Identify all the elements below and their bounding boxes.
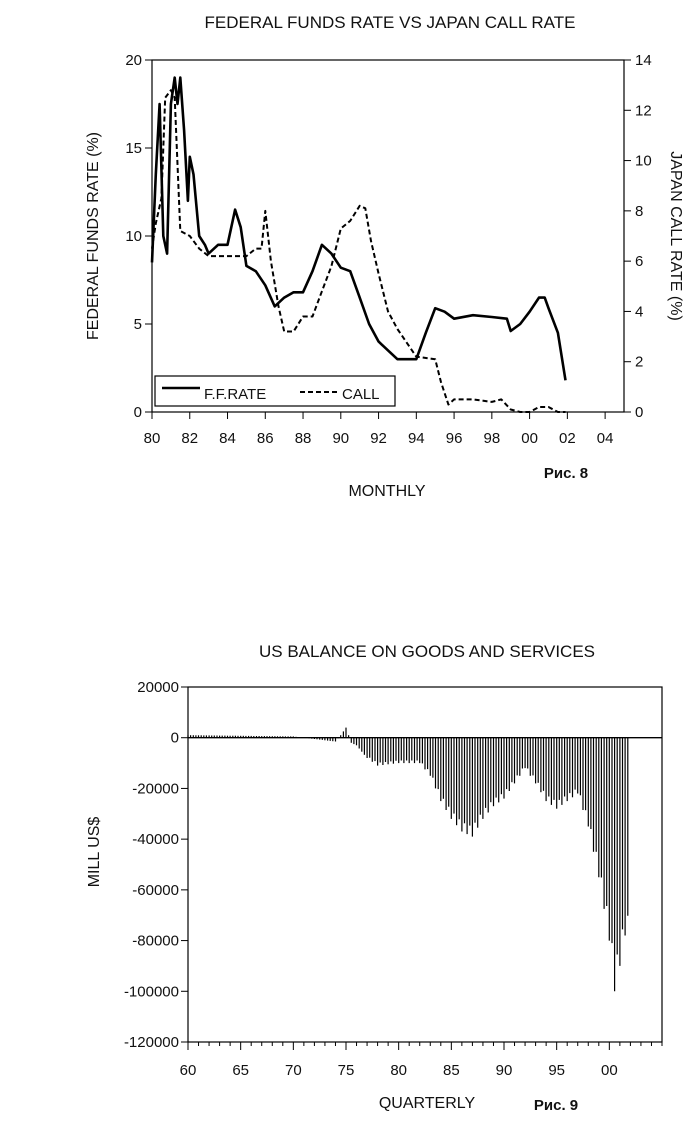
fed-funds-vs-call-chart: [85, 13, 684, 500]
chart2-x-axis-label: QUARTERLY: [378, 1095, 476, 1112]
us-balance-chart: [86, 642, 662, 1114]
chart2-y-tick-label: 20000: [137, 679, 179, 696]
chart2-x-tick-label: 60: [179, 1062, 197, 1079]
chart1-y-tick-label: 15: [125, 140, 142, 157]
chart1-legend: [155, 376, 395, 406]
chart1-x-tick-label: 92: [370, 430, 387, 447]
chart2-y-tick-label: -60000: [132, 881, 179, 899]
chart1-y-tick-label: 10: [125, 228, 142, 245]
chart1-x-tick-label: 80: [143, 430, 161, 447]
legend-label-ff-rate: F.F.RATE: [204, 386, 267, 403]
chart1-y2-tick-label: 4: [635, 303, 644, 321]
chart1-x-tick-label: 04: [596, 430, 614, 447]
chart1-title: FEDERAL FUNDS RATE VS JAPAN CALL RATE: [204, 13, 576, 32]
series-line-f-f-rate: [152, 78, 566, 381]
chart1-y2-tick-label: 0: [635, 404, 644, 421]
chart2-x-tick-label: 75: [337, 1062, 355, 1079]
chart1-y-tick-label: 0: [133, 404, 142, 421]
chart1-x-tick-label: 94: [407, 430, 425, 447]
chart2-y-tick-label: -40000: [132, 831, 179, 849]
chart1-x-tick-label: 86: [256, 430, 274, 447]
chart1-figure-label: Рис. 8: [543, 465, 589, 482]
chart2-x-tick-label: 70: [284, 1062, 302, 1079]
chart1-x-tick-label: 88: [294, 430, 312, 447]
chart1-x-axis-label: MONTHLY: [348, 483, 426, 500]
chart2-x-tick-label: 85: [442, 1062, 460, 1079]
chart2-x-tick-label: 90: [495, 1062, 513, 1079]
chart1-plot-frame: [152, 60, 624, 412]
chart1-y2-tick-label: 10: [635, 152, 652, 170]
chart2-bars: [188, 728, 662, 992]
chart1-y2-tick-label: 6: [635, 253, 644, 271]
chart1-y2-tick-label: 12: [635, 102, 652, 120]
chart2-y-axis-label: MILL US$: [86, 816, 103, 888]
chart1-x-tick-label: 82: [181, 430, 199, 447]
chart2-y-tick-label: -20000: [132, 780, 179, 798]
chart2-y-tick-label: -100000: [123, 983, 179, 1001]
chart1-x-tick-label: 00: [521, 430, 538, 447]
chart2-y-tick-label: 0: [170, 729, 179, 747]
chart1-y2-tick-label: 8: [635, 202, 644, 220]
chart2-y-tick-label: -80000: [132, 932, 179, 950]
chart1-y-axis-label: FEDERAL FUNDS RATE (%): [85, 131, 102, 341]
chart2-x-tick-label: 95: [548, 1062, 566, 1079]
chart2-title: US BALANCE ON GOODS AND SERVICES: [259, 642, 595, 661]
series-line-call: [152, 90, 566, 412]
chart1-x-tick-label: 98: [483, 430, 501, 447]
chart2-x-tick-label: 65: [232, 1062, 250, 1079]
chart2-x-tick-label: 00: [600, 1062, 618, 1079]
chart2-y-tick-label: -120000: [123, 1034, 179, 1051]
legend-label-call: CALL: [342, 386, 380, 403]
chart1-y2-tick-label: 2: [635, 353, 644, 371]
chart2-x-tick-label: 80: [390, 1062, 408, 1079]
chart1-series: [152, 78, 566, 412]
chart1-x-tick-label: 84: [219, 430, 236, 447]
chart1-y-tick-label: 20: [125, 52, 142, 69]
chart1-x-tick-label: 02: [559, 430, 576, 447]
chart1-y-tick-label: 5: [133, 316, 142, 333]
chart1-x-tick-label: 90: [332, 430, 350, 447]
chart1-y2-tick-label: 14: [635, 52, 652, 69]
chart1-x-tick-label: 96: [445, 430, 463, 447]
chart2-figure-label: Рис. 9: [533, 1097, 579, 1114]
chart1-y2-axis-label: JAPAN CALL RATE (%): [667, 151, 684, 321]
